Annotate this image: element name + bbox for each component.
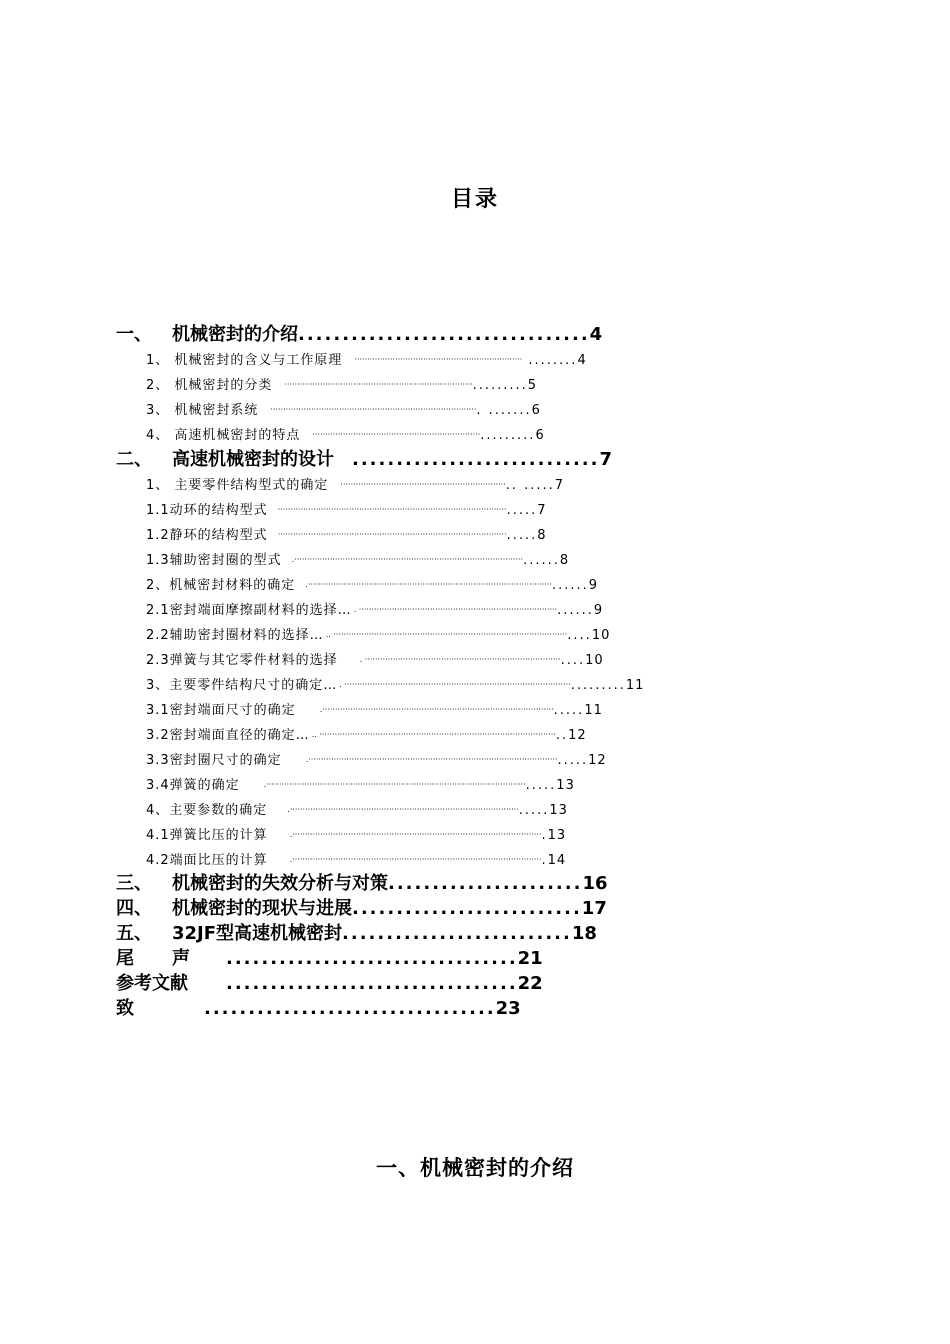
toc-leader: .........: [472, 377, 528, 393]
toc-number: 致: [116, 998, 134, 1019]
toc-leader: .··································································································: [289, 855, 542, 864]
toc-title: 1.1动环的结构型式: [146, 502, 268, 518]
toc-leader: .................................: [226, 948, 518, 969]
toc-page: 13: [547, 827, 567, 843]
toc-entry-chapter-1[interactable]: [116, 323, 602, 347]
toc-leader: .........: [480, 427, 536, 443]
toc-leader: .................................: [298, 324, 590, 345]
toc-entry-2-2-3[interactable]: [146, 650, 604, 670]
toc-leader: .: [541, 852, 548, 868]
toc-page: 23: [495, 998, 521, 1019]
toc-leader: ··········································································: [284, 380, 473, 389]
toc-entry-2-3-2[interactable]: [146, 725, 587, 745]
toc-leader: ..........................: [342, 923, 572, 944]
toc-leader: .··································································································: [305, 755, 558, 764]
toc-entry-2-2-1[interactable]: [146, 600, 603, 620]
toc-leader: ··································································: [312, 430, 481, 439]
toc-leader: .....: [518, 802, 550, 818]
toc-entry-1-3[interactable]: [146, 400, 541, 420]
toc-leader: ......: [557, 602, 594, 618]
toc-leader: .································································································: [305, 580, 552, 589]
toc-leader: ....: [567, 627, 592, 643]
toc-leader: .. .....: [505, 477, 555, 493]
toc-entry-2-4[interactable]: [146, 800, 568, 820]
toc-page: 10: [585, 652, 604, 668]
toc-title: 3.4弹簧的确定: [146, 777, 240, 793]
toc-title: 1、 主要零件结构型式的确定: [146, 477, 329, 493]
toc-entry-2-4-1[interactable]: [146, 825, 566, 845]
toc-leader: ·················································································: [270, 405, 477, 414]
toc-page: 7: [599, 449, 612, 470]
toc-page: 6: [535, 427, 545, 443]
toc-page: 22: [517, 973, 543, 994]
toc-number: 三、: [116, 873, 152, 894]
toc-leader: .··························································································: [291, 555, 524, 564]
toc-title: 机械密封的失效分析与对策: [172, 873, 388, 894]
toc-entry-2-1-1[interactable]: [146, 500, 547, 520]
toc-entry-chapter-3[interactable]: [116, 872, 608, 896]
toc-page: 11: [625, 677, 645, 693]
toc-title: 2.3弹簧与其它零件材料的选择: [146, 652, 338, 668]
toc-title: 3.3密封圈尺寸的确定: [146, 752, 282, 768]
toc-page: 21: [517, 948, 543, 969]
toc-title: 声: [172, 948, 190, 969]
toc-number: 参考文献: [116, 973, 188, 994]
toc-title: 3、 机械密封系统: [146, 402, 259, 418]
toc-leader: ··························································································: [277, 505, 507, 514]
toc-title: 4、 高速机械密封的特点: [146, 427, 301, 443]
toc-title: 2.1密封端面摩擦副材料的选择…: [146, 602, 352, 618]
toc-title: 4、主要参数的确定: [146, 802, 268, 818]
toc-title: 1.2静环的结构型式: [146, 527, 268, 543]
toc-entry-2-2[interactable]: [146, 575, 598, 595]
toc-leader: ··························································································: [277, 530, 507, 539]
toc-page: 6: [531, 402, 541, 418]
toc-number: 尾: [116, 948, 134, 969]
toc-entry-2-1-2[interactable]: [146, 525, 547, 545]
toc-entry-2-1-3[interactable]: [146, 550, 569, 570]
toc-leader: ·································································: [340, 480, 506, 489]
toc-page: 14: [547, 852, 567, 868]
toc-page: 12: [568, 727, 587, 743]
toc-title: 2、机械密封材料的确定: [146, 577, 296, 593]
toc-leader: .....: [525, 777, 557, 793]
toc-leader: ..: [555, 727, 569, 743]
toc-leader: .....: [506, 502, 538, 518]
toc-leader: .................................: [226, 973, 518, 994]
toc-leader: .........: [570, 677, 626, 693]
toc-page: 13: [556, 777, 575, 793]
toc-title: 3.1密封端面尺寸的确定: [146, 702, 296, 718]
toc-page: 9: [593, 602, 604, 618]
toc-leader: .: [541, 827, 548, 843]
toc-entry-2-3-3[interactable]: [146, 750, 607, 770]
section-heading: 一、机械密封的介绍: [376, 1156, 574, 1180]
toc-leader: ....: [560, 652, 586, 668]
toc-page: 8: [537, 527, 547, 543]
toc-leader: . .......: [476, 402, 532, 418]
toc-entry-references[interactable]: [116, 972, 543, 996]
toc-leader: .....: [557, 752, 589, 768]
toc-entry-2-4-2[interactable]: [146, 850, 566, 870]
toc-entry-1-4[interactable]: [146, 425, 545, 445]
toc-leader: .................................: [204, 998, 496, 1019]
toc-number: 二、: [116, 449, 152, 470]
toc-page: 8: [559, 552, 570, 568]
toc-leader: .. ·····························································································: [311, 730, 556, 739]
toc-leader: ......: [551, 577, 589, 593]
toc-title: 2、 机械密封的分类: [146, 377, 273, 393]
toc-page: 11: [584, 702, 603, 718]
toc-page: 7: [537, 502, 547, 518]
toc-title: 1.3辅助密封圈的型式: [146, 552, 282, 568]
toc-title: 32JF型高速机械密封: [172, 923, 343, 944]
toc-title: 机械密封的介绍: [172, 324, 298, 345]
toc-leader: ......: [523, 552, 560, 568]
toc-leader: .. ····························································································: [325, 630, 568, 639]
toc-page: 9: [588, 577, 599, 593]
toc-entry-2-3-4[interactable]: [146, 775, 575, 795]
toc-title: 4.2端面比压的计算: [146, 852, 268, 868]
toc-entry-chapter-5[interactable]: [116, 922, 597, 946]
toc-entry-1-2[interactable]: [146, 375, 537, 395]
toc-page: 16: [582, 873, 608, 894]
toc-leader: .···························································································: [319, 705, 554, 714]
toc-number: 五、: [116, 923, 152, 944]
toc-entry-2-3-1[interactable]: [146, 700, 603, 720]
toc-entry-2-2-2[interactable]: [146, 625, 610, 645]
toc-leader: .······································································································: [263, 780, 526, 789]
toc-page: 13: [549, 802, 568, 818]
toc-leader: .....: [506, 527, 538, 543]
toc-entry-chapter-4[interactable]: [116, 897, 607, 921]
toc-title: 高速机械密封的设计: [172, 449, 334, 470]
toc-title: 3、主要零件结构尺寸的确定…: [146, 677, 338, 693]
toc-leader: ............................: [352, 449, 600, 470]
toc-number: 一、: [116, 324, 152, 345]
toc-entry-acknowledgements[interactable]: [116, 997, 521, 1021]
toc-leader: . ·························································································: [339, 680, 571, 689]
toc-leader: ........: [522, 352, 578, 368]
toc-number: 四、: [116, 898, 152, 919]
toc-leader: ..........................: [352, 898, 582, 919]
toc-leader: . ··············································································: [353, 605, 558, 614]
toc-title: 3.2密封端面直径的确定…: [146, 727, 310, 743]
toc-entry-2-1[interactable]: [146, 475, 564, 495]
toc-page: 10: [591, 627, 611, 643]
page-title: 目录: [450, 187, 499, 212]
toc-entry-epilogue[interactable]: [116, 947, 543, 971]
toc-page: 4: [589, 324, 603, 345]
toc-entry-1-1[interactable]: [146, 350, 587, 370]
toc-page: 5: [527, 377, 538, 393]
toc-title: 2.2辅助密封圈材料的选择…: [146, 627, 324, 643]
toc-page: 7: [554, 477, 565, 493]
toc-entry-chapter-2[interactable]: [116, 448, 612, 472]
toc-title: 1、 机械密封的含义与工作原理: [146, 352, 343, 368]
toc-leader: ··································································: [354, 355, 523, 364]
toc-leader: . ·············································································: [359, 655, 561, 664]
toc-leader: .....: [553, 702, 585, 718]
toc-leader: ......................: [388, 873, 583, 894]
toc-entry-2-3[interactable]: [146, 675, 644, 695]
toc-page: 4: [577, 352, 587, 368]
toc-page: 18: [571, 923, 597, 944]
toc-page: 12: [588, 752, 607, 768]
toc-leader: .··························································································: [287, 805, 519, 814]
toc-title: 机械密封的现状与进展: [172, 898, 352, 919]
toc-leader: .··································································································: [289, 830, 542, 839]
toc-title: 4.1弹簧比压的计算: [146, 827, 268, 843]
toc-page: 17: [581, 898, 607, 919]
